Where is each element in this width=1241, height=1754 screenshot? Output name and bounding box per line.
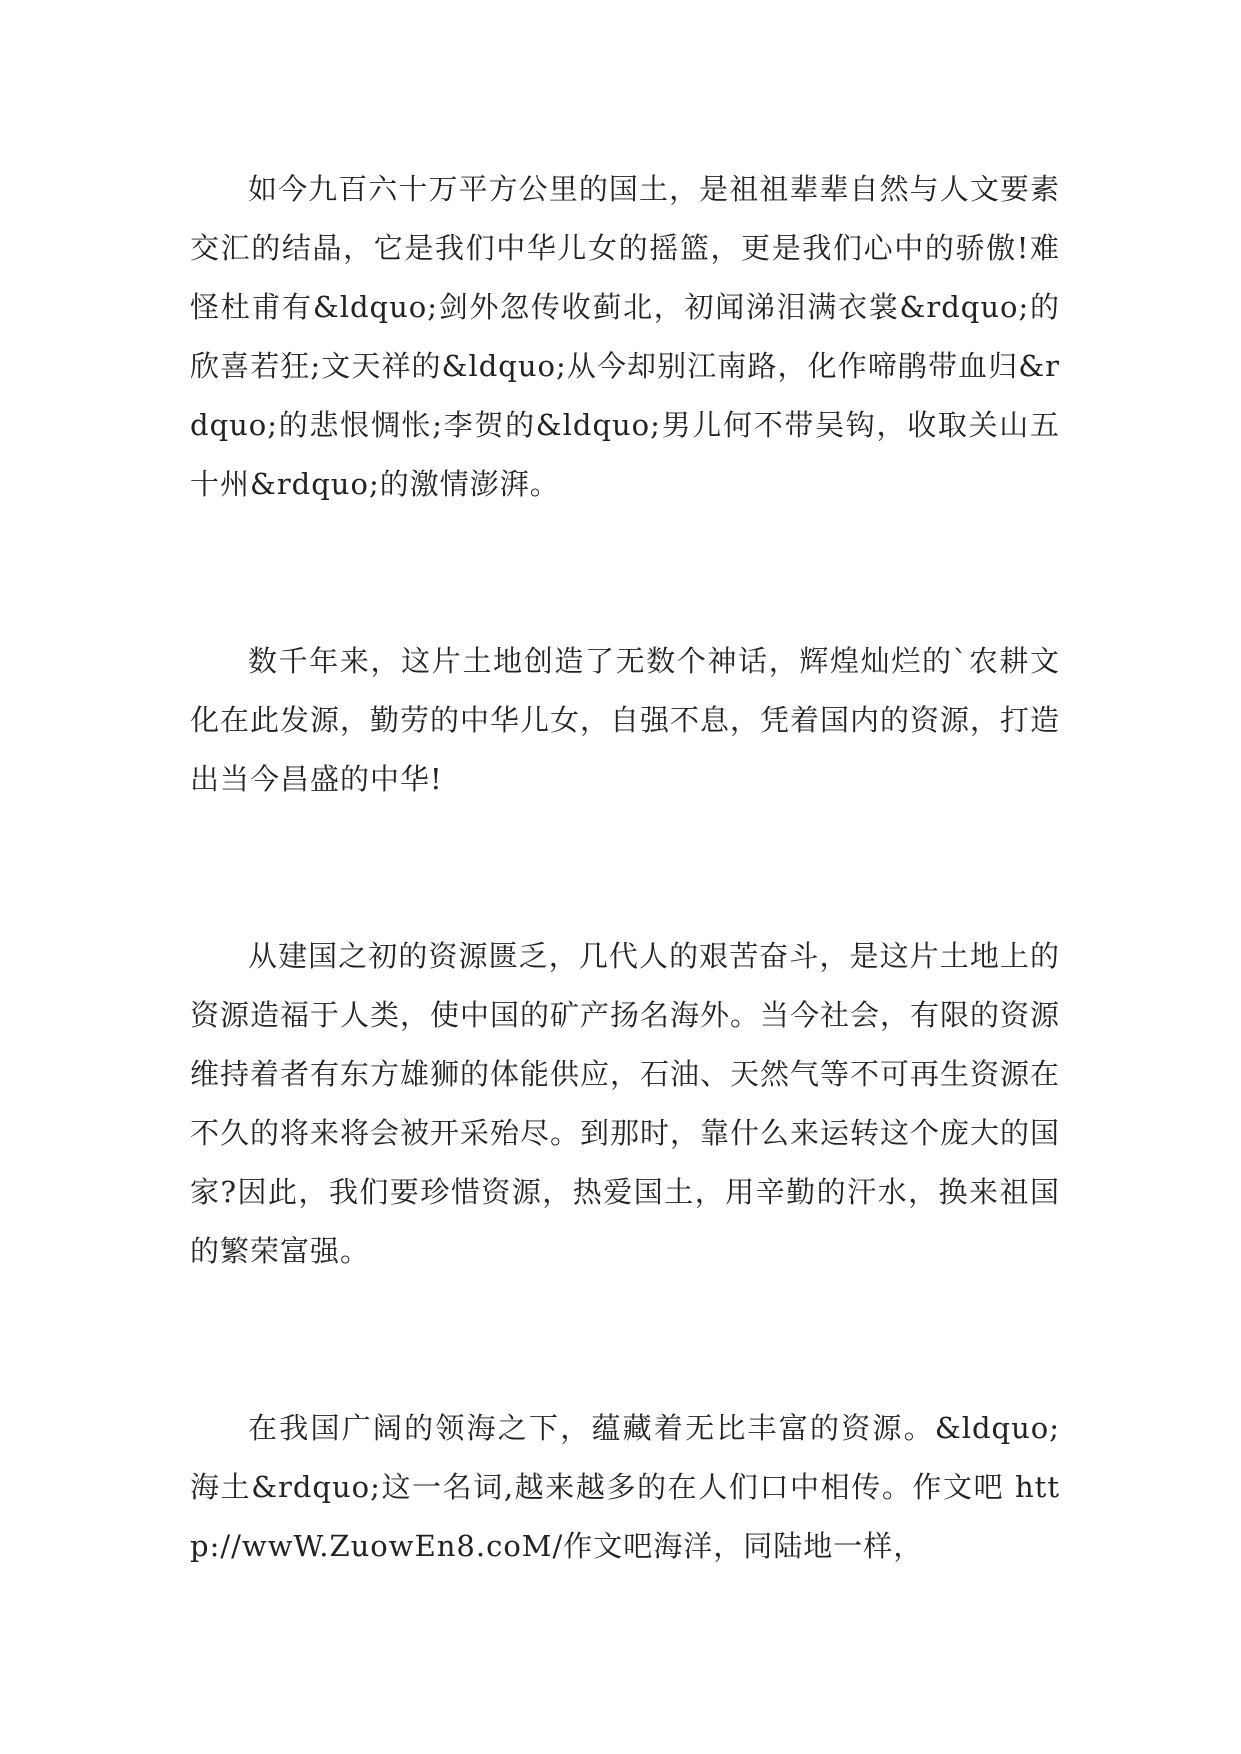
article-body: [190, 160, 1060, 1576]
paragraph-1: 如今九百六十万平方公里的国土，是祖祖辈辈自然与人文要素交汇的结晶，它是我们中华儿女的摇篮，更是我们心中的骄傲!难怪杜甫有&ldquo;剑外忽传收蓟北，初闻涕泪满衣裳&rdquo;的欣喜若狂;文天祥的&ldquo;从今却别江南路，化作啼鹃带血归&rdquo;的悲恨惆怅;李贺的&ldquo;男儿何不带吴钩，收取关山五十州&rdquo;的激情澎湃。: [190, 172, 1060, 501]
paragraph-2: 数千年来，这片土地创造了无数个神话，辉煌灿烂的`农耕文化在此发源，勤劳的中华儿女，自强不息，凭着国内的资源，打造出当今昌盛的中华!: [190, 644, 1061, 796]
paragraph-3: 从建国之初的资源匮乏，几代人的艰苦奋斗，是这片土地上的资源造福于人类，使中国的矿产扬名海外。当今社会，有限的资源维持着者有东方雄狮的体能供应，石油、天然气等不可再生资源在不久的将来将会被开采殆尽。到那时，靠什么来运转这个庞大的国家?因此，我们要珍惜资源，热爱国土，用辛勤的汗水，换来祖国的繁荣富强。: [190, 939, 1061, 1268]
paragraph-4: 在我国广阔的领海之下，蕴藏着无比丰富的资源。&ldquo;海土&rdquo;这一名词,越来越多的在人们口中相传。作文吧 http://wwW.ZuowEn8.coM/作文吧海洋，同陆地一样，: [190, 1411, 1060, 1563]
